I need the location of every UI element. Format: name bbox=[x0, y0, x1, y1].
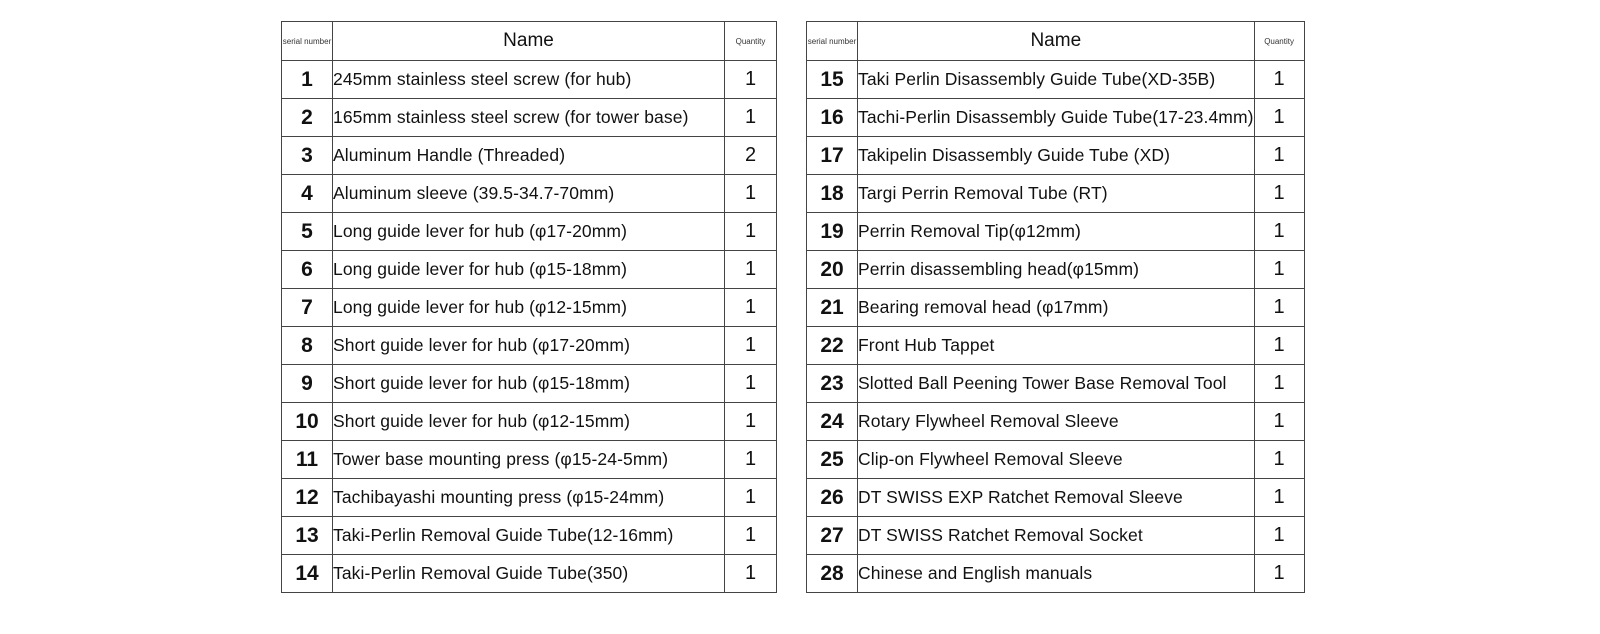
serial-cell: 10 bbox=[282, 403, 333, 441]
table-row bbox=[282, 251, 777, 289]
table-row bbox=[282, 137, 777, 175]
serial-cell: 26 bbox=[807, 479, 858, 517]
serial-cell: 20 bbox=[807, 251, 858, 289]
serial-cell: 11 bbox=[282, 441, 333, 479]
quantity-cell: 1 bbox=[1254, 251, 1304, 289]
quantity-cell: 1 bbox=[1254, 479, 1304, 517]
quantity-cell: 1 bbox=[1254, 441, 1304, 479]
name-cell: Long guide lever for hub (φ12-15mm) bbox=[333, 289, 725, 327]
quantity-cell: 1 bbox=[725, 365, 777, 403]
quantity-cell: 1 bbox=[1254, 175, 1304, 213]
name-header: Name bbox=[858, 22, 1255, 61]
table-row bbox=[282, 289, 777, 327]
table-row bbox=[807, 137, 1305, 175]
name-cell: Taki-Perlin Removal Guide Tube(350) bbox=[333, 555, 725, 593]
name-cell: 165mm stainless steel screw (for tower base) bbox=[333, 99, 725, 137]
quantity-cell: 1 bbox=[725, 479, 777, 517]
table-row bbox=[807, 555, 1305, 593]
serial-cell: 1 bbox=[282, 61, 333, 99]
serial-cell: 14 bbox=[282, 555, 333, 593]
serial-cell: 12 bbox=[282, 479, 333, 517]
serial-cell: 2 bbox=[282, 99, 333, 137]
name-cell: Perrin disassembling head(φ15mm) bbox=[858, 251, 1255, 289]
table-row bbox=[807, 61, 1305, 99]
serial-cell: 27 bbox=[807, 517, 858, 555]
quantity-cell: 1 bbox=[725, 441, 777, 479]
table-row bbox=[807, 441, 1305, 479]
table-row bbox=[807, 403, 1305, 441]
name-cell: 245mm stainless steel screw (for hub) bbox=[333, 61, 725, 99]
quantity-cell: 1 bbox=[725, 555, 777, 593]
serial-cell: 13 bbox=[282, 517, 333, 555]
left-table-body bbox=[282, 61, 777, 593]
serial-cell: 6 bbox=[282, 251, 333, 289]
name-cell: Targi Perrin Removal Tube (RT) bbox=[858, 175, 1255, 213]
table-row bbox=[282, 213, 777, 251]
serial-number-header: serial number bbox=[807, 22, 858, 61]
name-cell: Short guide lever for hub (φ17-20mm) bbox=[333, 327, 725, 365]
table-row bbox=[807, 327, 1305, 365]
quantity-header: Quantity bbox=[725, 22, 777, 61]
serial-cell: 16 bbox=[807, 99, 858, 137]
name-cell: Tachibayashi mounting press (φ15-24mm) bbox=[333, 479, 725, 517]
name-cell: Perrin Removal Tip(φ12mm) bbox=[858, 213, 1255, 251]
table-row bbox=[807, 251, 1305, 289]
name-cell: Taki Perlin Disassembly Guide Tube(XD-35B) bbox=[858, 61, 1255, 99]
serial-cell: 24 bbox=[807, 403, 858, 441]
name-cell: Tower base mounting press (φ15-24-5mm) bbox=[333, 441, 725, 479]
quantity-header: Quantity bbox=[1254, 22, 1304, 61]
table-row bbox=[807, 213, 1305, 251]
quantity-cell: 1 bbox=[1254, 137, 1304, 175]
name-cell: Aluminum sleeve (39.5-34.7-70mm) bbox=[333, 175, 725, 213]
quantity-cell: 1 bbox=[1254, 327, 1304, 365]
quantity-cell: 1 bbox=[1254, 555, 1304, 593]
table-row bbox=[282, 517, 777, 555]
quantity-cell: 1 bbox=[725, 403, 777, 441]
name-header: Name bbox=[333, 22, 725, 61]
serial-cell: 3 bbox=[282, 137, 333, 175]
serial-cell: 5 bbox=[282, 213, 333, 251]
name-cell: Rotary Flywheel Removal Sleeve bbox=[858, 403, 1255, 441]
name-cell: DT SWISS EXP Ratchet Removal Sleeve bbox=[858, 479, 1255, 517]
quantity-cell: 1 bbox=[1254, 213, 1304, 251]
serial-cell: 19 bbox=[807, 213, 858, 251]
name-cell: Slotted Ball Peening Tower Base Removal Tool bbox=[858, 365, 1255, 403]
name-cell: Tachi-Perlin Disassembly Guide Tube(17-23.4mm) bbox=[858, 99, 1255, 137]
table-row bbox=[282, 365, 777, 403]
quantity-cell: 1 bbox=[1254, 365, 1304, 403]
table-row bbox=[282, 403, 777, 441]
quantity-cell: 1 bbox=[1254, 403, 1304, 441]
name-cell: Short guide lever for hub (φ15-18mm) bbox=[333, 365, 725, 403]
quantity-cell: 1 bbox=[725, 213, 777, 251]
table-row bbox=[282, 61, 777, 99]
table-row bbox=[282, 479, 777, 517]
table-row bbox=[807, 365, 1305, 403]
name-cell: Bearing removal head (φ17mm) bbox=[858, 289, 1255, 327]
table-row bbox=[807, 289, 1305, 327]
table-header-row bbox=[282, 22, 777, 61]
right-table-body bbox=[807, 61, 1305, 593]
quantity-cell: 1 bbox=[725, 99, 777, 137]
table-row bbox=[807, 175, 1305, 213]
serial-number-header: serial number bbox=[282, 22, 333, 61]
name-cell: Aluminum Handle (Threaded) bbox=[333, 137, 725, 175]
serial-cell: 18 bbox=[807, 175, 858, 213]
name-cell: Long guide lever for hub (φ15-18mm) bbox=[333, 251, 725, 289]
quantity-cell: 1 bbox=[725, 61, 777, 99]
serial-cell: 28 bbox=[807, 555, 858, 593]
table-row bbox=[282, 175, 777, 213]
parts-table-left bbox=[281, 21, 777, 593]
quantity-cell: 2 bbox=[725, 137, 777, 175]
serial-cell: 8 bbox=[282, 327, 333, 365]
name-cell: Taki-Perlin Removal Guide Tube(12-16mm) bbox=[333, 517, 725, 555]
serial-cell: 15 bbox=[807, 61, 858, 99]
name-cell: Long guide lever for hub (φ17-20mm) bbox=[333, 213, 725, 251]
name-cell: Takipelin Disassembly Guide Tube (XD) bbox=[858, 137, 1255, 175]
quantity-cell: 1 bbox=[725, 517, 777, 555]
name-cell: DT SWISS Ratchet Removal Socket bbox=[858, 517, 1255, 555]
serial-cell: 9 bbox=[282, 365, 333, 403]
name-cell: Short guide lever for hub (φ12-15mm) bbox=[333, 403, 725, 441]
quantity-cell: 1 bbox=[1254, 289, 1304, 327]
serial-cell: 17 bbox=[807, 137, 858, 175]
table-row bbox=[807, 479, 1305, 517]
quantity-cell: 1 bbox=[1254, 99, 1304, 137]
name-cell: Front Hub Tappet bbox=[858, 327, 1255, 365]
table-header-row bbox=[807, 22, 1305, 61]
table-row bbox=[282, 441, 777, 479]
parts-table-right bbox=[806, 21, 1305, 593]
table-row bbox=[807, 99, 1305, 137]
quantity-cell: 1 bbox=[725, 175, 777, 213]
serial-cell: 23 bbox=[807, 365, 858, 403]
quantity-cell: 1 bbox=[725, 327, 777, 365]
table-row bbox=[282, 327, 777, 365]
name-cell: Chinese and English manuals bbox=[858, 555, 1255, 593]
table-row bbox=[282, 555, 777, 593]
serial-cell: 22 bbox=[807, 327, 858, 365]
quantity-cell: 1 bbox=[1254, 61, 1304, 99]
quantity-cell: 1 bbox=[725, 289, 777, 327]
table-row bbox=[807, 517, 1305, 555]
serial-cell: 21 bbox=[807, 289, 858, 327]
table-row bbox=[282, 99, 777, 137]
serial-cell: 25 bbox=[807, 441, 858, 479]
quantity-cell: 1 bbox=[725, 251, 777, 289]
serial-cell: 4 bbox=[282, 175, 333, 213]
serial-cell: 7 bbox=[282, 289, 333, 327]
quantity-cell: 1 bbox=[1254, 517, 1304, 555]
name-cell: Clip-on Flywheel Removal Sleeve bbox=[858, 441, 1255, 479]
